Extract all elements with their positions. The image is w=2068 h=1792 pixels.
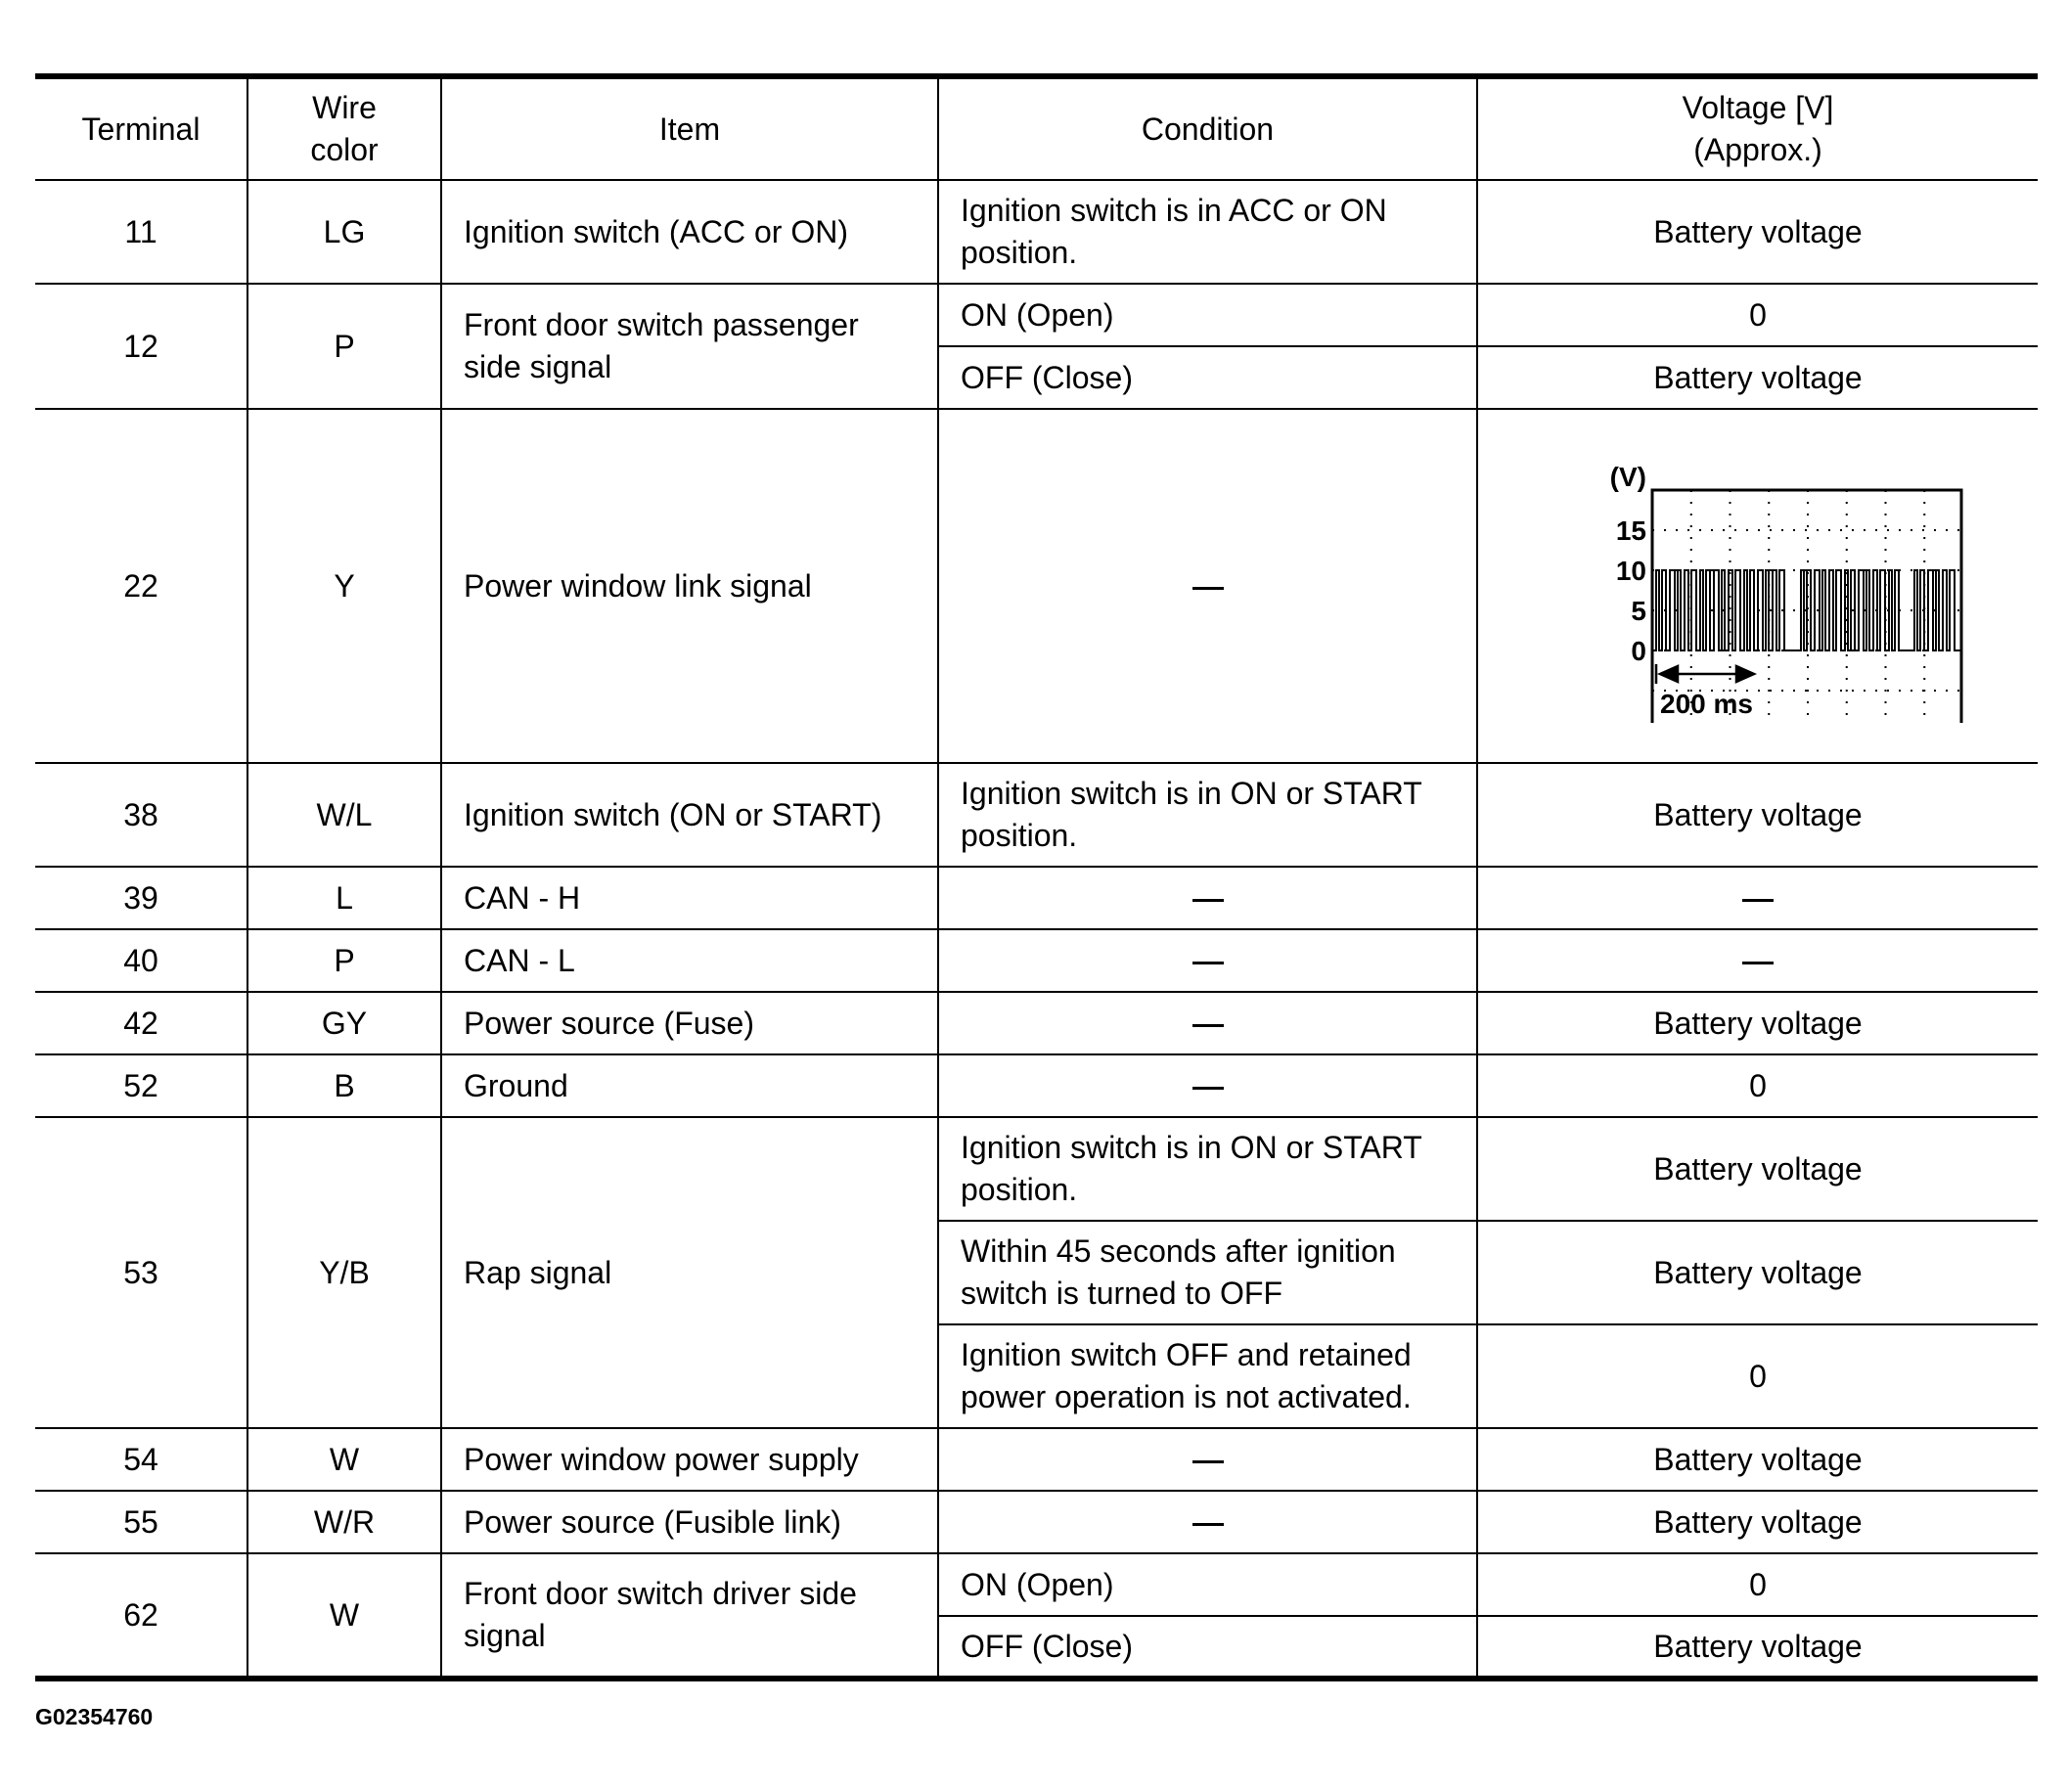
voltage-cell: 0 [1477,1324,2038,1428]
wire-color-cell: L [247,867,441,929]
terminal-cell: 11 [35,180,247,284]
table-row [35,867,2038,929]
voltage-cell: Battery voltage [1477,992,2038,1054]
dash-mark [1192,1460,1224,1463]
condition-cell [938,992,1477,1054]
terminal-cell: 40 [35,929,247,992]
terminal-cell: 53 [35,1117,247,1428]
header-item: Item [441,76,938,180]
voltage-cell: 0 [1477,1553,2038,1616]
header-wire-color-line2: color [310,132,379,167]
terminal-cell: 38 [35,763,247,867]
terminal-cell: 42 [35,992,247,1054]
voltage-cell: Battery voltage [1477,1616,2038,1679]
condition-cell: Ignition switch OFF and retained power operation is not activated. [938,1324,1477,1428]
waveform-y-tick-label: 5 [1631,596,1646,626]
item-cell: Power window power supply [441,1428,938,1491]
wire-color-cell: GY [247,992,441,1054]
wire-color-cell: P [247,284,441,409]
wire-color-cell: LG [247,180,441,284]
item-cell: CAN - L [441,929,938,992]
table-row [35,1553,2038,1616]
dash-mark [1192,1523,1224,1526]
figure-code: G02354760 [35,1704,154,1729]
dash-mark [1192,587,1224,590]
waveform-y-tick-label: 15 [1615,515,1646,546]
wire-color-cell: W [247,1428,441,1491]
dash-mark [1192,899,1224,902]
waveform-time-arrow [1656,664,1754,684]
voltage-waveform-cell [1477,409,2038,763]
item-cell: Rap signal [441,1117,938,1428]
voltage-cell: Battery voltage [1477,1491,2038,1553]
table-row [35,992,2038,1054]
waveform-y-tick-label: 10 [1615,556,1646,586]
header-voltage-line1: Voltage [V] [1682,90,1834,125]
table-row [35,1428,2038,1491]
condition-cell [938,1428,1477,1491]
table-row [35,409,2038,763]
condition-cell: Ignition switch is in ON or START position. [938,763,1477,867]
condition-cell [938,867,1477,929]
table-row [35,929,2038,992]
condition-cell [938,409,1477,763]
dash-mark [1192,962,1224,964]
item-cell: Front door switch passenger side signal [441,284,938,409]
dash-mark [1192,1087,1224,1090]
condition-cell [938,1491,1477,1553]
condition-cell [938,929,1477,992]
condition-cell: Ignition switch is in ON or START position. [938,1117,1477,1221]
waveform-time-label: 200 ms [1660,689,1753,719]
table-body [35,180,2038,1679]
terminal-cell: 39 [35,867,247,929]
waveform-unit-label: (V) [1609,462,1646,492]
voltage-cell: Battery voltage [1477,180,2038,284]
dash-mark [1742,899,1774,902]
terminal-cell: 52 [35,1054,247,1117]
condition-cell: ON (Open) [938,284,1477,346]
table-row [35,1117,2038,1221]
voltage-cell: 0 [1477,1054,2038,1117]
table-row [35,1054,2038,1117]
table-row [35,284,2038,346]
voltage-cell: Battery voltage [1477,1117,2038,1221]
header-condition: Condition [938,76,1477,180]
waveform-pulse-train [1654,570,1961,650]
wire-color-cell: Y/B [247,1117,441,1428]
voltage-cell: Battery voltage [1477,346,2038,409]
voltage-cell: Battery voltage [1477,1221,2038,1324]
terminal-cell: 54 [35,1428,247,1491]
item-cell: Power source (Fusible link) [441,1491,938,1553]
table-row [35,1491,2038,1553]
header-terminal: Terminal [35,76,247,180]
table-row [35,180,2038,284]
header-voltage-line2: (Approx.) [1693,132,1822,167]
terminal-voltage-table [35,73,2038,1681]
voltage-cell: 0 [1477,284,2038,346]
terminal-cell: 55 [35,1491,247,1553]
table-row [35,763,2038,867]
item-cell: Ignition switch (ACC or ON) [441,180,938,284]
item-cell: Power window link signal [441,409,938,763]
terminal-cell: 22 [35,409,247,763]
wire-color-cell: W/L [247,763,441,867]
condition-cell: OFF (Close) [938,1616,1477,1679]
terminal-cell: 62 [35,1553,247,1679]
wire-color-cell: B [247,1054,441,1117]
header-wire-color [247,76,441,180]
wire-color-cell: W/R [247,1491,441,1553]
terminal-table-sheet [35,73,2038,1681]
terminal-cell: 12 [35,284,247,409]
dash-mark [1742,962,1774,964]
voltage-cell [1477,867,2038,929]
condition-cell: OFF (Close) [938,346,1477,409]
item-cell: CAN - H [441,867,938,929]
voltage-cell: Battery voltage [1477,763,2038,867]
header-wire-color-line1: Wire [312,90,377,125]
wire-color-cell: W [247,1553,441,1679]
waveform-figure [1552,449,1963,723]
item-cell: Ground [441,1054,938,1117]
voltage-cell [1477,929,2038,992]
item-cell: Ignition switch (ON or START) [441,763,938,867]
table-header-row [35,76,2038,180]
dash-mark [1192,1024,1224,1027]
condition-cell [938,1054,1477,1117]
wire-color-cell: P [247,929,441,992]
item-cell: Power source (Fuse) [441,992,938,1054]
header-voltage [1477,76,2038,180]
waveform-y-tick-label: 0 [1631,636,1646,666]
condition-cell: Ignition switch is in ACC or ON position. [938,180,1477,284]
wire-color-cell: Y [247,409,441,763]
voltage-cell: Battery voltage [1477,1428,2038,1491]
item-cell: Front door switch driver side signal [441,1553,938,1679]
condition-cell: ON (Open) [938,1553,1477,1616]
condition-cell: Within 45 seconds after ignition switch is turned to OFF [938,1221,1477,1324]
